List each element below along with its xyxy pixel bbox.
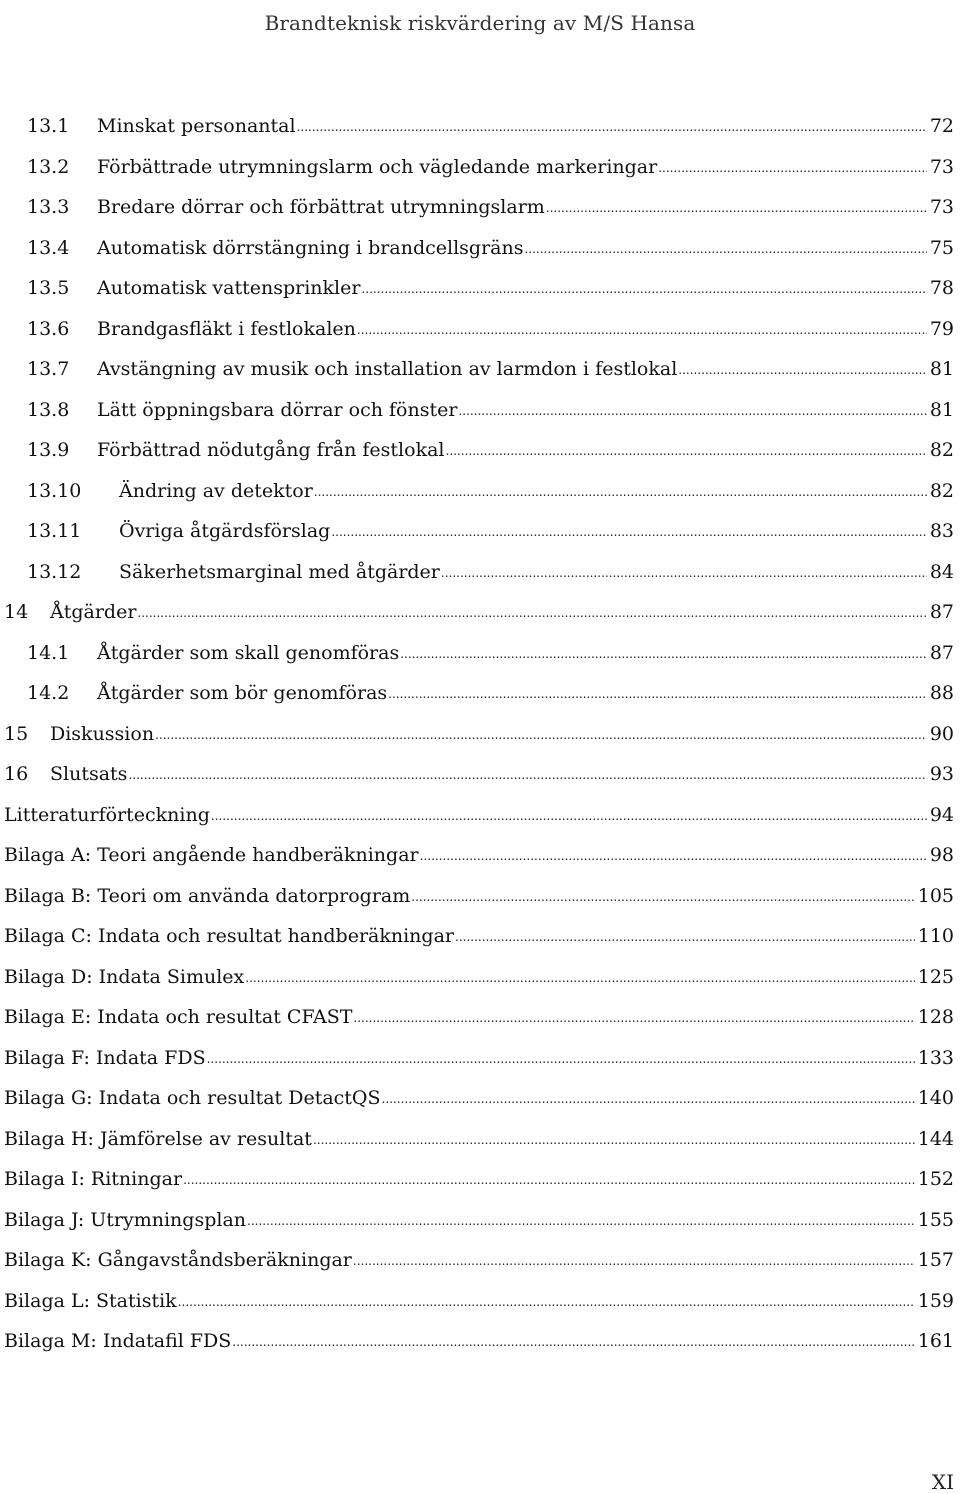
toc-entry-page: 78 <box>929 277 954 299</box>
toc-entry[interactable] <box>0 754 960 795</box>
toc-entry-page: 159 <box>917 1289 954 1312</box>
toc-entry-title: Bredare dörrar och förbättrat utrymningslarm <box>97 196 545 218</box>
dot-leader <box>207 1039 915 1079</box>
toc-entry-title: Bilaga G: Indata och resultat DetactQS <box>4 1087 381 1109</box>
toc-entry-page: 94 <box>929 803 954 826</box>
toc-entry[interactable] <box>0 390 960 431</box>
toc-entry-page: 73 <box>929 155 954 178</box>
toc-entry[interactable] <box>0 1078 960 1119</box>
toc-entry-title: Bilaga D: Indata Simulex <box>4 965 245 988</box>
toc-entry-number: 13.9 <box>27 439 70 461</box>
toc-entry-page: 88 <box>929 682 954 704</box>
toc-entry[interactable] <box>0 228 960 269</box>
toc-entry-number: 14 <box>4 601 29 623</box>
toc-entry[interactable] <box>0 511 960 552</box>
toc-entry-number: 13.4 <box>27 236 70 259</box>
toc-entry-page: 73 <box>929 196 954 218</box>
dot-leader <box>178 1282 915 1322</box>
toc-entry[interactable] <box>0 714 960 755</box>
toc-entry-title: Minskat personantal <box>97 115 296 137</box>
dot-leader <box>137 593 926 633</box>
toc-entry-page: 79 <box>929 317 954 340</box>
toc-entry-page: 152 <box>917 1168 954 1190</box>
toc-entry[interactable] <box>0 187 960 228</box>
dot-leader <box>353 998 914 1038</box>
running-header: Brandteknisk riskvärdering av M/S Hansa <box>264 11 696 35</box>
toc-entry-page: 155 <box>917 1208 954 1231</box>
toc-entry-number: 13.5 <box>27 277 70 299</box>
dot-leader <box>211 796 927 836</box>
toc-entry[interactable] <box>0 106 960 147</box>
toc-entry-title: Bilaga E: Indata och resultat CFAST <box>4 1006 353 1028</box>
toc-entry-title: Bilaga F: Indata FDS <box>4 1046 206 1069</box>
toc-entry[interactable] <box>0 957 960 998</box>
toc-entry-title: Ändring av detektor <box>119 479 313 502</box>
toc-entry-title: Åtgärder som skall genomföras <box>97 641 400 664</box>
toc-entry-number: 13.10 <box>27 479 82 502</box>
dot-leader <box>232 1322 914 1362</box>
toc-entry-page: 144 <box>917 1127 954 1150</box>
page-number: XI <box>931 1470 954 1494</box>
toc-entry-page: 161 <box>917 1330 954 1352</box>
dot-leader <box>331 512 926 552</box>
toc-entry-title: Bilaga J: Utrymningsplan <box>4 1208 247 1231</box>
toc-entry-number: 13.11 <box>27 520 82 542</box>
toc-entry-page: 133 <box>917 1046 954 1069</box>
toc-entry-title: Bilaga M: Indatafil FDS <box>4 1330 232 1352</box>
toc-entry[interactable] <box>0 147 960 188</box>
dot-leader <box>420 836 927 876</box>
dot-leader <box>313 1120 915 1160</box>
dot-leader <box>546 188 927 228</box>
toc-entry-title: Förbättrade utrymningslarm och vägledande markeringar <box>97 155 658 178</box>
toc-entry[interactable] <box>0 430 960 471</box>
toc-entry-title: Bilaga I: Ritningar <box>4 1168 183 1190</box>
toc-entry[interactable] <box>0 1281 960 1322</box>
toc-entry-title: Säkerhetsmarginal med åtgärder <box>119 560 440 583</box>
dot-leader <box>446 431 927 471</box>
toc-entry-page: 105 <box>917 884 954 907</box>
toc-entry[interactable] <box>0 309 960 350</box>
toc-entry-page: 128 <box>917 1006 954 1028</box>
dot-leader <box>247 1201 915 1241</box>
dot-leader <box>441 553 927 593</box>
dot-leader <box>678 350 927 390</box>
toc-entry-number: 13.6 <box>27 317 70 340</box>
dot-leader <box>455 917 915 957</box>
dot-leader <box>361 269 926 309</box>
toc-entry-page: 93 <box>929 763 954 785</box>
toc-entry-title: Slutsats <box>50 763 128 785</box>
dot-leader <box>382 1079 915 1119</box>
dot-leader <box>155 715 927 755</box>
toc-entry-title: Diskussion <box>50 722 155 745</box>
toc-entry[interactable] <box>0 1321 960 1362</box>
dot-leader <box>658 148 927 188</box>
toc-entry[interactable] <box>0 1119 960 1160</box>
dot-leader <box>245 958 914 998</box>
toc-entry[interactable] <box>0 1240 960 1281</box>
toc-entry-title: Litteraturförteckning <box>4 803 210 826</box>
dot-leader <box>400 634 927 674</box>
toc-entry-page: 81 <box>929 358 954 380</box>
toc-entry-number: 14.1 <box>27 641 70 664</box>
toc-entry-page: 72 <box>929 115 954 137</box>
toc-entry-page: 75 <box>929 236 954 259</box>
toc-entry[interactable] <box>0 997 960 1038</box>
dot-leader <box>524 229 926 269</box>
toc-entry-title: Bilaga B: Teori om använda datorprogram <box>4 884 411 907</box>
dot-leader <box>411 877 914 917</box>
toc-entry-title: Automatisk vattensprinkler <box>97 277 361 299</box>
toc-entry-number: 13.8 <box>27 398 70 421</box>
toc-entry[interactable] <box>0 795 960 836</box>
toc-entry-page: 87 <box>929 601 954 623</box>
toc-entry[interactable] <box>0 268 960 309</box>
toc-entry-number: 16 <box>4 763 29 785</box>
toc-entry-page: 98 <box>929 844 954 866</box>
toc-entry-page: 157 <box>917 1249 954 1271</box>
toc-entry[interactable] <box>0 673 960 714</box>
toc-entry-page: 140 <box>917 1087 954 1109</box>
toc-entry-page: 81 <box>929 398 954 421</box>
toc-entry-page: 87 <box>929 641 954 664</box>
toc-entry-title: Avstängning av musik och installation av larmdon i festlokal <box>97 358 678 380</box>
toc-entry[interactable] <box>0 1159 960 1200</box>
dot-leader <box>297 107 927 147</box>
toc-entry-number: 13.1 <box>27 115 70 137</box>
toc-entry[interactable] <box>0 633 960 674</box>
toc-entry[interactable] <box>0 1038 960 1079</box>
toc-entry-page: 82 <box>929 479 954 502</box>
toc-entry-title: Bilaga C: Indata och resultat handberäkningar <box>4 925 454 947</box>
toc-entry-number: 13.7 <box>27 358 70 380</box>
toc-entry-number: 13.12 <box>27 560 82 583</box>
toc-entry-title: Brandgasfläkt i festlokalen <box>97 317 356 340</box>
toc-entry-title: Förbättrad nödutgång från festlokal <box>97 439 445 461</box>
toc-entry[interactable] <box>0 876 960 917</box>
dot-leader <box>357 310 927 350</box>
toc-entry[interactable] <box>0 1200 960 1241</box>
toc-entry-title: Åtgärder som bör genomföras <box>97 682 388 704</box>
toc-entry-page: 83 <box>929 520 954 542</box>
toc-entry-number: 13.2 <box>27 155 70 178</box>
table-of-contents <box>0 106 960 1362</box>
toc-entry-title: Bilaga H: Jämförelse av resultat <box>4 1127 312 1150</box>
toc-entry[interactable] <box>0 552 960 593</box>
toc-entry-page: 90 <box>929 722 954 745</box>
toc-entry-page: 110 <box>917 925 954 947</box>
toc-entry-number: 14.2 <box>27 682 70 704</box>
dot-leader <box>128 755 926 795</box>
dot-leader <box>388 674 927 714</box>
toc-entry[interactable] <box>0 916 960 957</box>
toc-entry-page: 82 <box>929 439 954 461</box>
dot-leader <box>183 1160 915 1200</box>
toc-entry[interactable] <box>0 835 960 876</box>
toc-entry-title: Automatisk dörrstängning i brandcellsgräns <box>97 236 524 259</box>
toc-entry-number: 15 <box>4 722 29 745</box>
toc-entry-title: Övriga åtgärdsförslag <box>119 520 331 542</box>
toc-entry[interactable] <box>0 349 960 390</box>
toc-entry-title: Lätt öppningsbara dörrar och fönster <box>97 398 458 421</box>
dot-leader <box>353 1241 915 1281</box>
toc-entry[interactable] <box>0 471 960 512</box>
toc-entry[interactable] <box>0 592 960 633</box>
toc-entry-page: 125 <box>917 965 954 988</box>
dot-leader <box>314 472 927 512</box>
dot-leader <box>458 391 926 431</box>
toc-entry-title: Bilaga K: Gångavståndsberäkningar <box>4 1249 352 1271</box>
toc-entry-title: Bilaga L: Statistik <box>4 1289 177 1312</box>
toc-entry-number: 13.3 <box>27 196 70 218</box>
toc-entry-page: 84 <box>929 560 954 583</box>
toc-entry-title: Åtgärder <box>50 601 137 623</box>
toc-entry-title: Bilaga A: Teori angående handberäkningar <box>4 844 419 866</box>
